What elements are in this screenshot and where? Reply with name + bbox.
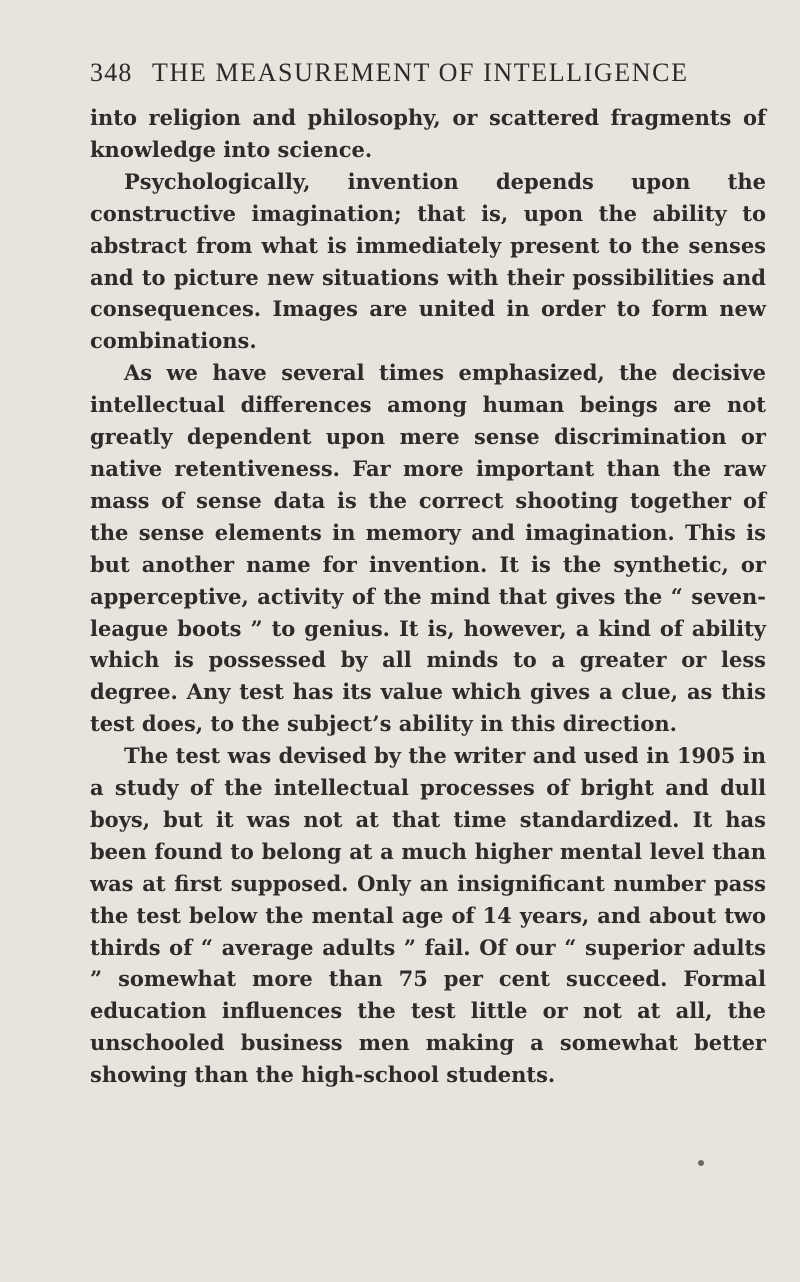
running-title: THE MEASUREMENT OF INTELLIGENCE [152,58,689,87]
paragraph-continuation: into religion and philosophy, or scattered fragments of knowledge into science. [90,105,766,162]
body-text [90,102,766,1091]
ink-speck [698,1160,704,1166]
page-number: 348 [90,58,133,87]
paragraph-test-history: The test was devised by the writer and used in 1905 in a study of the intellectual processes of bright and dull boys, but it was not at that time standardized. It has been found to belong at a much higher mental level than was at first supposed. Only an insignificant number pass the test below the mental age of 14 years, and about two thirds of “ average adults ” fail. Of our “ superior adults ” somewhat more than 75 per cent succeed. Formal education influences the test little or not at all, the unschooled business men making a somewhat better showing than the high-school students. [90,743,766,1088]
book-page [90,58,766,1091]
running-head [90,58,766,92]
paragraph-differences: As we have several times emphasized, the decisive intellectual differences among human beings are not greatly dependent upon mere sense discrimination or native retentiveness. Far more important than the raw mass of sense data is the correct shooting together of the sense elements in memory and imagination. This is but another name for invention. It is the synthetic, or apperceptive, activity of the mind that gives the “ seven-league boots ” to genius. It is, however, a kind of ability which is possessed by all minds to a greater or less degree. Any test has its value which gives a clue, as this test does, to the subject’s ability in this direction. [90,360,766,737]
paragraph-invention: Psychologically, invention depends upon the constructive imagination; that is, upon the ability to abstract from what is immediately present to the senses and to picture new situations with their possibilities and consequences. Images are united in order to form new combinations. [90,168,766,354]
